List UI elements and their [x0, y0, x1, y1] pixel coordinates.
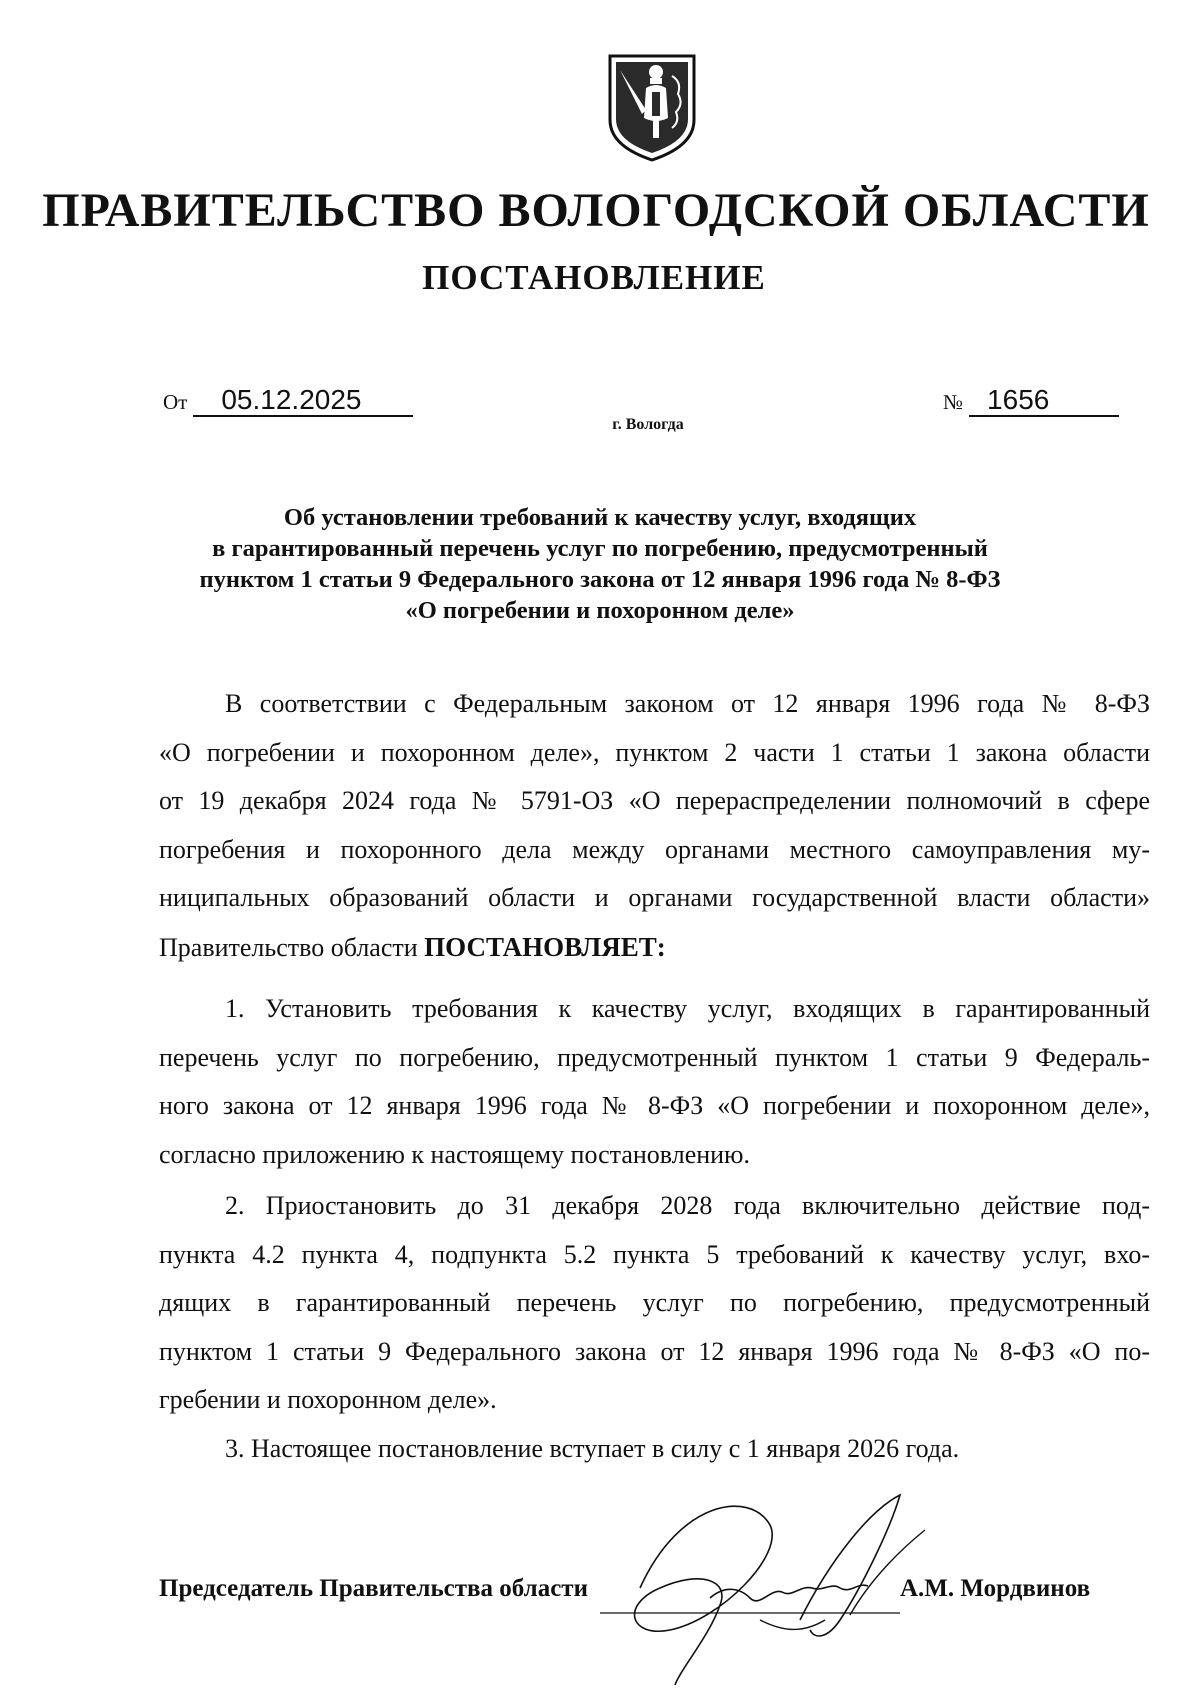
item-1-paragraph	[159, 985, 1150, 1179]
text-line: 1. Установить требования к качеству услуг, входящих в гарантированный	[225, 994, 1150, 1023]
text-line: дящих в гарантированный перечень услуг по погребению, предусмотренный	[159, 1288, 1150, 1317]
subject-line: пунктом 1 статьи 9 Федерального закона от 12 января 1996 года № 8-ФЗ	[199, 566, 1001, 593]
item-3-paragraph	[159, 1425, 1150, 1474]
text-line: погребения и похоронного дела между органами местного самоуправления му-	[159, 834, 1150, 864]
signer-name: А.М. Мордвинов	[900, 1575, 1091, 1602]
subject-line: Об установлении требований к качеству услуг, входящих	[283, 504, 917, 531]
text-line: В соответствии с Федеральным законом от 12 января 1996 года № 8-ФЗ	[225, 689, 1150, 718]
text-line: перечень услуг по погребению, предусмотренный пунктом 1 статьи 9 Федераль-	[159, 1042, 1150, 1072]
preamble-tail: Правительство области	[159, 932, 425, 962]
text-line: «О погребении и похоронном деле», пунктом 2 части 1 статьи 1 закона области	[159, 737, 1150, 767]
coat-of-arms-icon	[606, 50, 698, 164]
date-field	[163, 385, 413, 417]
text-line: ного закона от 12 января 1996 года № 8-ФЗ «О погребении и похоронном деле»,	[159, 1091, 1150, 1120]
text-line: ниципальных образований области и органами государственной власти области»	[159, 883, 1150, 912]
date-value: 05.12.2025	[193, 385, 413, 417]
organization-title: ПРАВИТЕЛЬСТВО ВОЛОГОДСКОЙ ОБЛАСТИ	[42, 184, 1150, 237]
text-line: от 19 декабря 2024 года № 5791-ОЗ «О перераспределении полномочий в сфере	[159, 786, 1150, 815]
item-2-paragraph	[159, 1182, 1150, 1425]
signer-position: Председатель Правительства области	[159, 1575, 588, 1602]
city: г. Вологда	[612, 416, 684, 433]
text-line: гребении и похоронном деле».	[159, 1385, 497, 1414]
number-value: 1656	[969, 385, 1119, 417]
date-prefix: От	[163, 390, 188, 414]
text-line: 2. Приостановить до 31 декабря 2028 года включительно действие под-	[225, 1191, 1150, 1220]
decree-word: ПОСТАНОВЛЯЕТ:	[424, 931, 666, 962]
document-subject	[150, 502, 1050, 626]
subject-line: «О погребении и похоронном деле»	[405, 597, 795, 624]
text-line: 3. Настоящее постановление вступает в силу с 1 января 2026 года.	[225, 1434, 960, 1463]
subject-line: в гарантированный перечень услуг по погребению, предусмотренный	[212, 535, 988, 562]
text-line: пункта 4.2 пункта 4, подпункта 5.2 пункта 5 требований к качеству услуг, вхо-	[159, 1239, 1150, 1269]
text-line: пунктом 1 статьи 9 Федерального закона от 12 января 1996 года № 8-ФЗ «О по-	[159, 1336, 1150, 1366]
handwritten-signature-icon	[600, 1470, 940, 1690]
text-line: согласно приложению к настоящему постановлению.	[159, 1139, 750, 1169]
number-field	[943, 385, 1119, 417]
document-type: ПОСТАНОВЛЕНИЕ	[422, 258, 766, 297]
number-prefix: №	[943, 390, 964, 414]
text-line	[159, 923, 1150, 973]
preamble-paragraph	[159, 680, 1150, 972]
